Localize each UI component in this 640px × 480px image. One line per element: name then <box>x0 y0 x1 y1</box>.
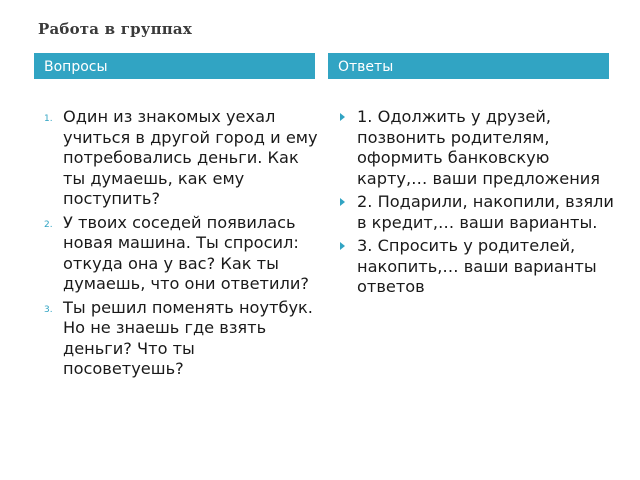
answer-text: 1. Одолжить у друзей, позвонить родителям, оформить банковскую карту,… ваши предложения <box>357 107 601 188</box>
list-number: 1. <box>44 114 53 124</box>
bullet-arrow-icon <box>340 198 345 206</box>
answer-text: 3. Спросить у родителей, накопить,… ваши варианты ответов <box>357 236 597 296</box>
question-text: Ты решил поменять ноутбук. Но не знаешь где взять деньги? Что ты посоветуешь? <box>63 297 313 378</box>
bullet-arrow-icon <box>340 113 345 121</box>
answer-text: 2. Подарили, накопили, взяли в кредит,… ваши варианты. <box>357 192 614 232</box>
questions-list <box>44 107 320 380</box>
list-number: 3. <box>44 304 53 315</box>
list-number: 2. <box>44 219 53 230</box>
answers-list <box>338 107 620 298</box>
answer-item-3 <box>338 236 620 298</box>
slide-title: Работа в группах <box>38 20 192 38</box>
answers-header: Ответы <box>328 53 609 79</box>
questions-column <box>44 107 320 383</box>
question-item-2 <box>44 213 320 295</box>
question-item-3 <box>44 298 320 380</box>
answer-item-1 <box>338 107 620 189</box>
bullet-arrow-icon <box>340 242 345 250</box>
question-item-1 <box>44 107 320 210</box>
question-text: Один из знакомых уехал учиться в другой город и ему потребовались деньги. Как ты думаешь, как ему поступить? <box>63 107 318 208</box>
answers-column <box>338 107 620 301</box>
answer-item-2 <box>338 192 620 233</box>
question-text: У твоих соседей появилась новая машина. Ты спросил: откуда она у вас? Как ты думаешь, что они ответили? <box>63 212 309 293</box>
questions-header: Вопросы <box>34 53 315 79</box>
